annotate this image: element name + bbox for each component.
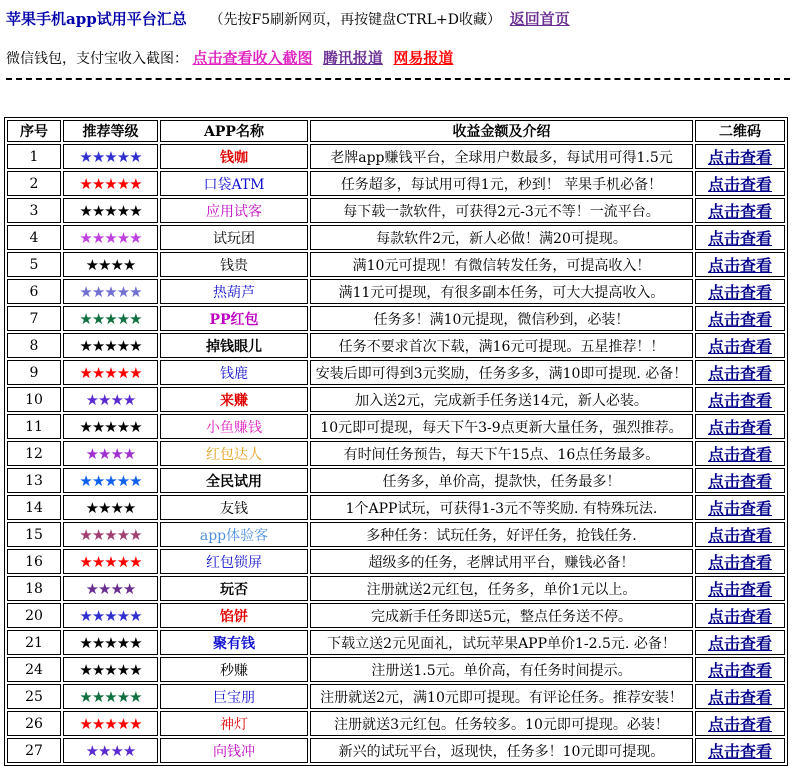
app-name: 掉钱眼儿	[160, 333, 308, 358]
app-description: 1个APP试玩，可获得1-3元不等奖励. 有特殊玩法.	[310, 495, 693, 520]
qr-cell	[695, 576, 785, 601]
view-qr-link[interactable]: 点击查看	[707, 256, 772, 275]
app-description: 任务超多，每试用可得1元，秒到！ 苹果手机必备！	[310, 171, 693, 196]
col-qr-header: 二维码	[695, 120, 785, 142]
view-qr-link[interactable]: 点击查看	[707, 175, 772, 194]
view-qr-link[interactable]: 点击查看	[707, 661, 772, 680]
rating-stars: ★★★★★	[63, 225, 158, 250]
table-row	[7, 522, 785, 547]
page-header	[0, 0, 794, 92]
app-name: 聚有钱	[160, 630, 308, 655]
row-seq: 3	[7, 198, 61, 223]
row-seq: 1	[7, 144, 61, 169]
title-line	[6, 8, 570, 29]
table-row	[7, 495, 785, 520]
netease-report-link[interactable]: 网易报道	[393, 49, 454, 67]
view-qr-link[interactable]: 点击查看	[707, 553, 772, 572]
app-description: 下载立送2元见面礼，试玩苹果APP单价1-2.5元. 必备！	[310, 630, 693, 655]
row-seq: 8	[7, 333, 61, 358]
screenshot-label: 微信钱包，支付宝收入截图：	[6, 51, 188, 67]
rating-stars: ★★★★★	[63, 360, 158, 385]
table-row	[7, 387, 785, 412]
table-row	[7, 657, 785, 682]
rating-stars: ★★★★★	[63, 657, 158, 682]
table-row	[7, 549, 785, 574]
app-description: 有时间任务预告，每天下午15点、16点任务最多。	[310, 441, 693, 466]
row-seq: 10	[7, 387, 61, 412]
view-qr-link[interactable]: 点击查看	[707, 391, 772, 410]
qr-cell	[695, 198, 785, 223]
table-row	[7, 225, 785, 250]
table-row	[7, 414, 785, 439]
table-row	[7, 576, 785, 601]
row-seq: 6	[7, 279, 61, 304]
app-description: 10元即可提现，每天下午3-9点更新大量任务，强烈推荐。	[310, 414, 693, 439]
qr-cell	[695, 522, 785, 547]
view-qr-link[interactable]: 点击查看	[707, 229, 772, 248]
app-description: 每下载一款软件，可获得2元-3元不等！一流平台。	[310, 198, 693, 223]
table-row	[7, 603, 785, 628]
row-seq: 12	[7, 441, 61, 466]
view-qr-link[interactable]: 点击查看	[707, 310, 772, 329]
refresh-hint: （先按F5刷新网页，再按键盘CTRL+D收藏）	[209, 12, 501, 28]
app-name: 试玩团	[160, 225, 308, 250]
app-description: 超级多的任务，老牌试用平台，赚钱必备！	[310, 549, 693, 574]
app-description: 任务多！满10元提现，微信秒到，必装！	[310, 306, 693, 331]
rating-stars: ★★★★★	[63, 522, 158, 547]
app-name: 红包达人	[160, 441, 308, 466]
app-description: 满10元可提现！有微信转发任务，可提高收入！	[310, 252, 693, 277]
app-description: 老牌app赚钱平台，全球用户数最多，每试用可得1.5元	[310, 144, 693, 169]
app-table	[4, 117, 788, 766]
row-seq: 21	[7, 630, 61, 655]
row-seq: 25	[7, 684, 61, 709]
app-description: 加入送2元，完成新手任务送14元，新人必装。	[310, 387, 693, 412]
col-name-header: APP名称	[160, 120, 308, 142]
row-seq: 13	[7, 468, 61, 493]
app-description: 新兴的试玩平台，返现快，任务多！10元即可提现。	[310, 738, 693, 763]
rating-stars: ★★★★	[63, 576, 158, 601]
qr-cell	[695, 441, 785, 466]
qr-cell	[695, 711, 785, 736]
app-name: 口袋ATM	[160, 171, 308, 196]
app-description: 注册就送2元，满10元即可提现。有评论任务。推荐安装！	[310, 684, 693, 709]
back-home-link[interactable]: 返回首页	[509, 10, 570, 28]
income-screenshot-link[interactable]: 点击查看收入截图	[192, 49, 313, 67]
rating-stars: ★★★★★	[63, 630, 158, 655]
table-row	[7, 252, 785, 277]
app-description: 注册送1.5元。单价高，有任务时间提示。	[310, 657, 693, 682]
table-body	[7, 144, 785, 763]
qr-cell	[695, 630, 785, 655]
rating-stars: ★★★★★	[63, 333, 158, 358]
table-row	[7, 441, 785, 466]
rating-stars: ★★★★	[63, 387, 158, 412]
view-qr-link[interactable]: 点击查看	[707, 526, 772, 545]
qr-cell	[695, 684, 785, 709]
qr-cell	[695, 360, 785, 385]
row-seq: 11	[7, 414, 61, 439]
view-qr-link[interactable]: 点击查看	[707, 337, 772, 356]
table-row	[7, 333, 785, 358]
table-header-row	[7, 120, 785, 142]
table-row	[7, 279, 785, 304]
app-name: 来赚	[160, 387, 308, 412]
view-qr-link[interactable]: 点击查看	[707, 715, 772, 734]
rating-stars: ★★★★	[63, 441, 158, 466]
qr-cell	[695, 252, 785, 277]
page-title: 苹果手机app试用平台汇总	[6, 10, 187, 28]
col-desc-header: 收益金额及介绍	[310, 120, 693, 142]
app-name: 钱鹿	[160, 360, 308, 385]
qr-cell	[695, 387, 785, 412]
row-seq: 16	[7, 549, 61, 574]
app-name: 红包锁屏	[160, 549, 308, 574]
app-name: 全民试用	[160, 468, 308, 493]
app-name: 向钱冲	[160, 738, 308, 763]
rating-stars: ★★★★★	[63, 549, 158, 574]
view-qr-link[interactable]: 点击查看	[707, 688, 772, 707]
qr-cell	[695, 468, 785, 493]
view-qr-link[interactable]: 点击查看	[707, 418, 772, 437]
table-row	[7, 711, 785, 736]
view-qr-link[interactable]: 点击查看	[707, 364, 772, 383]
app-description: 注册就送3元红包。任务较多。10元即可提现。必装！	[310, 711, 693, 736]
qr-cell	[695, 495, 785, 520]
rating-stars: ★★★★★	[63, 279, 158, 304]
view-qr-link[interactable]: 点击查看	[707, 499, 772, 518]
rating-stars: ★★★★★	[63, 468, 158, 493]
qr-cell	[695, 225, 785, 250]
app-name: PP红包	[160, 306, 308, 331]
app-description: 安装后即可得到3元奖励，任务多多，满10即可提现. 必备！	[310, 360, 693, 385]
row-seq: 26	[7, 711, 61, 736]
app-description: 多种任务：试玩任务，好评任务，抢钱任务.	[310, 522, 693, 547]
app-description: 满11元可提现，有很多副本任务，可大大提高收入。	[310, 279, 693, 304]
row-seq: 14	[7, 495, 61, 520]
qr-cell	[695, 549, 785, 574]
table-row	[7, 360, 785, 385]
tencent-report-link[interactable]: 腾讯报道	[322, 49, 383, 67]
table-row	[7, 144, 785, 169]
view-qr-link[interactable]: 点击查看	[707, 634, 772, 653]
app-name: app体验客	[160, 522, 308, 547]
rating-stars: ★★★★★	[63, 603, 158, 628]
qr-cell	[695, 738, 785, 763]
row-seq: 20	[7, 603, 61, 628]
row-seq: 18	[7, 576, 61, 601]
app-description: 任务不要求首次下载，满16元可提现。五星推荐！！	[310, 333, 693, 358]
view-qr-link[interactable]: 点击查看	[707, 202, 772, 221]
dashed-divider	[6, 78, 790, 80]
rating-stars: ★★★★	[63, 252, 158, 277]
row-seq: 15	[7, 522, 61, 547]
qr-cell	[695, 657, 785, 682]
rating-stars: ★★★★★	[63, 198, 158, 223]
table-row	[7, 684, 785, 709]
view-qr-link[interactable]: 点击查看	[707, 607, 772, 626]
view-qr-link[interactable]: 点击查看	[707, 148, 772, 167]
app-description: 每款软件2元，新人必做！满20可提现。	[310, 225, 693, 250]
row-seq: 9	[7, 360, 61, 385]
qr-cell	[695, 306, 785, 331]
app-name: 小鱼赚钱	[160, 414, 308, 439]
row-seq: 2	[7, 171, 61, 196]
rating-stars: ★★★★★	[63, 306, 158, 331]
view-qr-link[interactable]: 点击查看	[707, 445, 772, 464]
app-name: 神灯	[160, 711, 308, 736]
rating-stars: ★★★★	[63, 495, 158, 520]
rating-stars: ★★★★★	[63, 171, 158, 196]
col-seq-header: 序号	[7, 120, 61, 142]
view-qr-link[interactable]: 点击查看	[707, 580, 772, 599]
app-name: 钱贵	[160, 252, 308, 277]
table-row	[7, 468, 785, 493]
rating-stars: ★★★★★	[63, 684, 158, 709]
view-qr-link[interactable]: 点击查看	[707, 742, 772, 761]
app-description: 任务多，单价高，提款快，任务最多！	[310, 468, 693, 493]
app-description: 完成新手任务即送5元，整点任务送不停。	[310, 603, 693, 628]
app-description: 注册就送2元红包，任务多，单价1元以上。	[310, 576, 693, 601]
row-seq: 4	[7, 225, 61, 250]
row-seq: 5	[7, 252, 61, 277]
rating-stars: ★★★★	[63, 738, 158, 763]
qr-cell	[695, 171, 785, 196]
app-name: 玩否	[160, 576, 308, 601]
app-name: 钱咖	[160, 144, 308, 169]
links-line	[6, 47, 453, 68]
qr-cell	[695, 414, 785, 439]
table-row	[7, 171, 785, 196]
table-row	[7, 738, 785, 763]
app-name: 巨宝朋	[160, 684, 308, 709]
qr-cell	[695, 603, 785, 628]
table-row	[7, 198, 785, 223]
rating-stars: ★★★★★	[63, 144, 158, 169]
col-rating-header: 推荐等级	[63, 120, 158, 142]
row-seq: 24	[7, 657, 61, 682]
row-seq: 27	[7, 738, 61, 763]
view-qr-link[interactable]: 点击查看	[707, 283, 772, 302]
qr-cell	[695, 144, 785, 169]
table-row	[7, 306, 785, 331]
app-name: 应用试客	[160, 198, 308, 223]
app-name: 热葫芦	[160, 279, 308, 304]
app-name: 秒赚	[160, 657, 308, 682]
app-name: 馅饼	[160, 603, 308, 628]
app-name: 友钱	[160, 495, 308, 520]
rating-stars: ★★★★★	[63, 414, 158, 439]
table-row	[7, 630, 785, 655]
row-seq: 7	[7, 306, 61, 331]
rating-stars: ★★★★★	[63, 711, 158, 736]
view-qr-link[interactable]: 点击查看	[707, 472, 772, 491]
qr-cell	[695, 333, 785, 358]
qr-cell	[695, 279, 785, 304]
